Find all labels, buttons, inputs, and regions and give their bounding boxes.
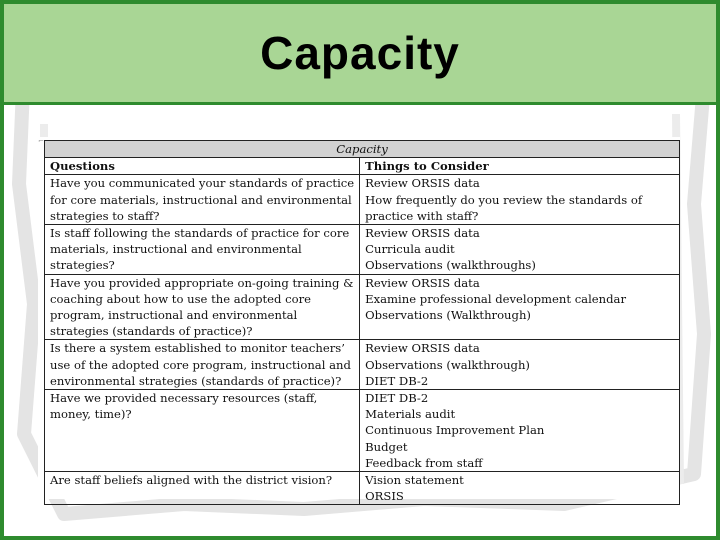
- consider-cell: [360, 175, 680, 225]
- consider-line: DIET DB-2: [365, 391, 429, 406]
- document-mark: ⌐: [38, 137, 44, 145]
- table-row: [45, 225, 680, 275]
- consider-line: practice with staff?: [365, 208, 479, 223]
- table-row: [45, 175, 680, 225]
- consider-line: ORSIS: [365, 489, 404, 504]
- consider-line: Examine professional development calendar: [365, 291, 627, 306]
- consider-line: Review ORSIS data: [365, 176, 480, 191]
- question-line: Is there a system established to monitor teachers’: [50, 341, 345, 356]
- question-line: Is staff following the standards of practice for core: [50, 226, 350, 241]
- question-cell: [45, 472, 360, 505]
- table-row: [45, 274, 680, 340]
- question-line: Have we provided necessary resources (staff,: [50, 391, 318, 406]
- consider-line: How frequently do you review the standards of: [365, 192, 643, 207]
- consider-line: Materials audit: [365, 407, 456, 422]
- table-row: [45, 390, 680, 472]
- question-line: strategies to staff?: [50, 208, 160, 223]
- consider-line: Curricula audit: [365, 242, 455, 257]
- consider-cell: [360, 472, 680, 505]
- question-line: strategies?: [50, 258, 115, 273]
- question-cell: [45, 175, 360, 225]
- header-questions: Questions: [45, 158, 360, 175]
- question-cell: [45, 340, 360, 390]
- header-things-to-consider: Things to Consider: [360, 158, 680, 175]
- question-line: strategies (standards of practice)?: [50, 324, 253, 339]
- question-line: for core materials, instructional and environmental: [50, 192, 352, 207]
- consider-line: Budget: [365, 439, 408, 454]
- consider-line: Review ORSIS data: [365, 226, 480, 241]
- question-line: use of the adopted core program, instructional and: [50, 357, 351, 372]
- consider-line: Continuous Improvement Plan: [365, 423, 545, 438]
- capacity-table-image: [38, 137, 680, 504]
- table-row: [45, 472, 680, 505]
- question-cell: [45, 274, 360, 340]
- consider-cell: [360, 274, 680, 340]
- consider-line: Observations (walkthroughs): [365, 258, 536, 273]
- question-line: money, time)?: [50, 407, 132, 422]
- consider-line: DIET DB-2: [365, 373, 429, 388]
- title-band: [4, 4, 716, 105]
- consider-cell: [360, 390, 680, 472]
- consider-line: Review ORSIS data: [365, 341, 480, 356]
- table-row: [45, 340, 680, 390]
- consider-line: Review ORSIS data: [365, 275, 480, 290]
- question-line: materials, instructional and environmental: [50, 242, 302, 257]
- table-caption-row: [45, 141, 680, 158]
- question-line: program, instructional and environmental: [50, 308, 298, 323]
- consider-line: Observations (walkthrough): [365, 357, 530, 372]
- consider-cell: [360, 340, 680, 390]
- question-line: coaching about how to use the adopted core: [50, 291, 312, 306]
- question-line: Have you provided appropriate on-going training &: [50, 275, 354, 290]
- table-header-row: [45, 158, 680, 175]
- capacity-table: [44, 140, 680, 505]
- consider-cell: [360, 225, 680, 275]
- question-line: Are staff beliefs aligned with the district vision?: [50, 473, 333, 488]
- slide-title: Capacity: [260, 27, 460, 79]
- consider-line: Observations (Walkthrough): [365, 308, 531, 323]
- question-cell: [45, 225, 360, 275]
- consider-line: Vision statement: [365, 473, 464, 488]
- consider-line: Feedback from staff: [365, 455, 483, 470]
- table-caption: Capacity: [45, 141, 680, 158]
- question-line: Have you communicated your standards of practice: [50, 176, 355, 191]
- question-line: environmental strategies (standards of practice)?: [50, 373, 342, 388]
- question-cell: [45, 390, 360, 472]
